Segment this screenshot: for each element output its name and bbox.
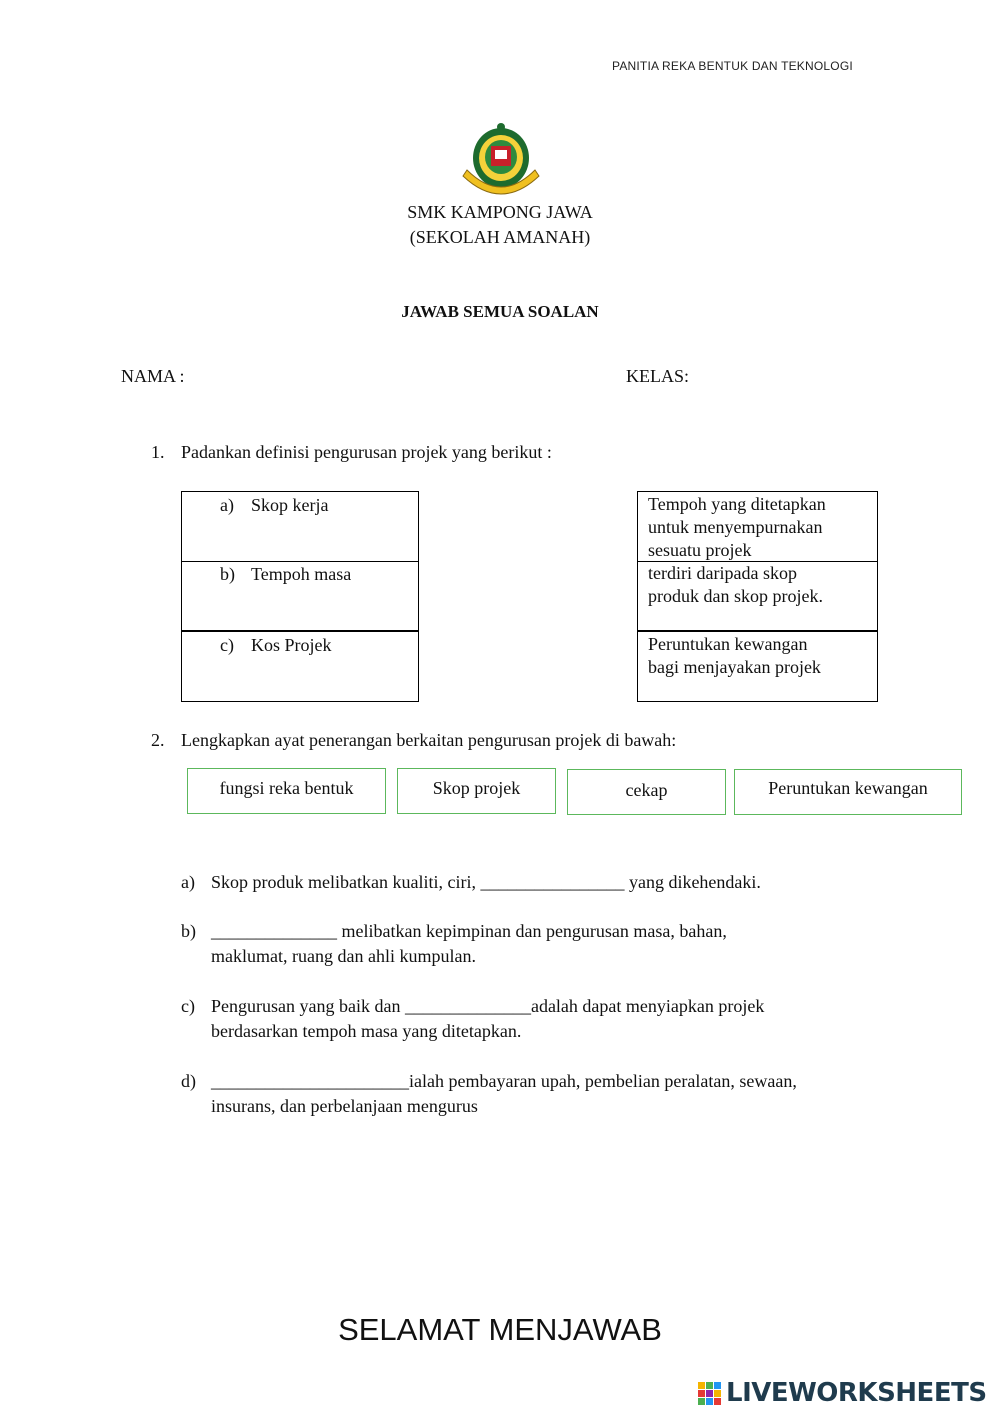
item-text-line: insurans, dan perbelanjaan mengurus [211, 1096, 478, 1116]
school-subtitle: (SEKOLAH AMANAH) [409, 227, 591, 247]
fill-blank-item[interactable] [181, 919, 941, 971]
match-definition-box[interactable] [637, 631, 878, 702]
word-bank-option[interactable]: cekap [567, 769, 726, 815]
term-letter: a) [220, 495, 234, 515]
match-term-box[interactable] [181, 561, 419, 631]
q1-text: Padankan definisi pengurusan projek yang berikut : [181, 442, 552, 462]
item-text-line: ______________ melibatkan kepimpinan dan pengurusan masa, bahan, [211, 921, 727, 941]
item-letter: d) [181, 1071, 196, 1091]
school-name: SMK KAMPONG JAWA [407, 202, 593, 222]
definition-line: Tempoh yang ditetapkan [648, 494, 826, 514]
term-letter: c) [220, 635, 234, 655]
liveworksheets-text: LIVEWORKSHEETS [726, 1378, 987, 1408]
q2-number: 2. [151, 730, 165, 750]
term-letter: b) [220, 564, 235, 584]
item-text-line: maklumat, ruang dan ahli kumpulan. [211, 946, 476, 966]
definition-line: untuk menyempurnakan [648, 517, 823, 537]
q2-text: Lengkapkan ayat penerangan berkaitan pengurusan projek di bawah: [181, 730, 677, 750]
match-term-box[interactable] [181, 631, 419, 702]
liveworksheets-grid-icon [698, 1382, 722, 1406]
liveworksheets-logo[interactable] [698, 1376, 994, 1410]
department-header: PANITIA REKA BENTUK DAN TEKNOLOGI [612, 59, 853, 73]
definition-line: produk dan skop projek. [648, 586, 823, 606]
word-bank-option[interactable]: Peruntukan kewangan [734, 769, 962, 815]
item-text-line: berdasarkan tempoh masa yang ditetapkan. [211, 1021, 522, 1041]
class-label: KELAS: [626, 366, 689, 386]
item-text-line: Pengurusan yang baik dan ______________adalah dapat menyiapkan projek [211, 996, 765, 1016]
name-label: NAMA : [121, 366, 185, 386]
word-bank-option[interactable]: Skop projek [397, 768, 556, 814]
closing-message: SELAMAT MENJAWAB [338, 1312, 662, 1347]
item-text-line: Skop produk melibatkan kualiti, ciri, ________________ yang dikehendaki. [211, 872, 761, 892]
definition-line: bagi menjayakan projek [648, 657, 821, 677]
item-letter: b) [181, 921, 196, 941]
instruction-title: JAWAB SEMUA SOALAN [401, 302, 599, 321]
term-label: Skop kerja [251, 495, 329, 515]
fill-blank-item[interactable] [181, 994, 941, 1046]
fill-blank-item[interactable] [181, 870, 941, 900]
definition-line: Peruntukan kewangan [648, 634, 808, 654]
match-definition-box[interactable] [637, 561, 878, 631]
item-letter: a) [181, 872, 195, 892]
term-label: Tempoh masa [251, 564, 352, 584]
item-text-line: ______________________ialah pembayaran upah, pembelian peralatan, sewaan, [211, 1071, 797, 1091]
school-crest-icon [455, 118, 547, 198]
match-term-box[interactable] [181, 491, 419, 562]
definition-line: sesuatu projek [648, 540, 752, 560]
word-bank-option[interactable]: fungsi reka bentuk [187, 768, 386, 814]
item-letter: c) [181, 996, 195, 1016]
fill-blank-item[interactable] [181, 1069, 941, 1121]
match-definition-box[interactable] [637, 491, 878, 562]
definition-line: terdiri daripada skop [648, 563, 797, 583]
term-label: Kos Projek [251, 635, 332, 655]
q1-number: 1. [151, 442, 165, 462]
